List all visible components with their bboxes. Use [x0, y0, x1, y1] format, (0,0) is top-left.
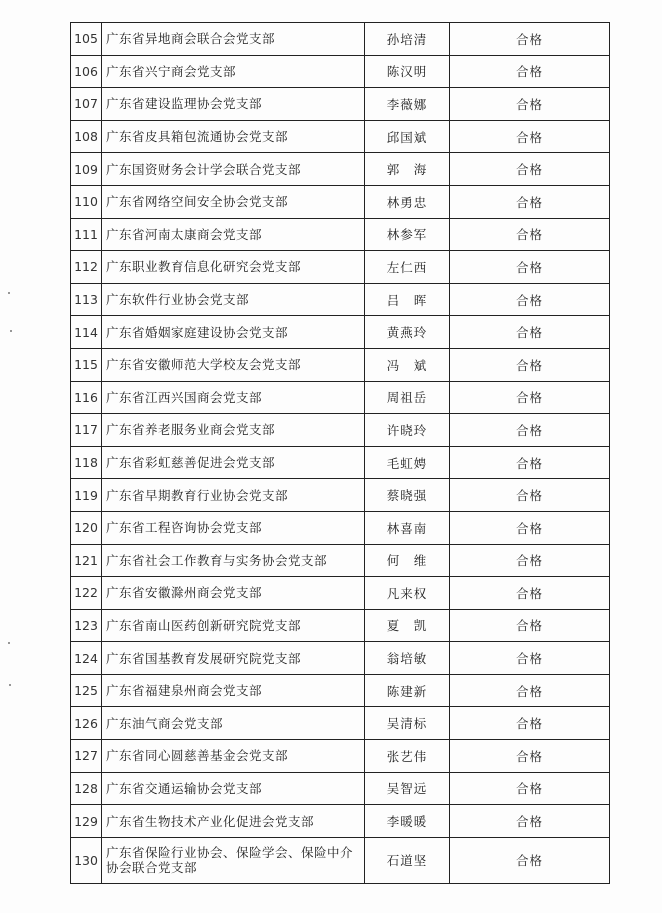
- table-row: [71, 511, 610, 544]
- table-row: [71, 772, 610, 805]
- organization-name: 广东省江西兴国商会党支部: [102, 381, 365, 414]
- organization-name: 广东省安徽师范大学校友会党支部: [102, 348, 365, 381]
- leader-name: 冯 斌: [365, 348, 450, 381]
- leader-name: 凡来权: [365, 577, 450, 610]
- row-number: 114: [71, 316, 102, 349]
- row-number: 107: [71, 88, 102, 121]
- organization-name: 广东省南山医药创新研究院党支部: [102, 609, 365, 642]
- table-row: [71, 23, 610, 56]
- organization-name: 广东省生物技术产业化促进会党支部: [102, 805, 365, 838]
- assessment-result: 合格: [450, 185, 610, 218]
- organization-name: 广东省彩虹慈善促进会党支部: [102, 446, 365, 479]
- table-row: [71, 55, 610, 88]
- table-row: [71, 837, 610, 883]
- assessment-result: 合格: [450, 55, 610, 88]
- row-number: 111: [71, 218, 102, 251]
- assessment-result: 合格: [450, 348, 610, 381]
- assessment-result: 合格: [450, 218, 610, 251]
- assessment-result: 合格: [450, 23, 610, 56]
- scan-speck: [10, 330, 12, 332]
- table-row: [71, 674, 610, 707]
- row-number: 124: [71, 642, 102, 675]
- row-number: 123: [71, 609, 102, 642]
- leader-name: 李暖暖: [365, 805, 450, 838]
- assessment-result: 合格: [450, 446, 610, 479]
- row-number: 121: [71, 544, 102, 577]
- organization-name: 广东省皮具箱包流通协会党支部: [102, 120, 365, 153]
- organization-name: 广东省河南太康商会党支部: [102, 218, 365, 251]
- assessment-result: 合格: [450, 479, 610, 512]
- leader-name: 林勇忠: [365, 185, 450, 218]
- table-row: [71, 120, 610, 153]
- leader-name: 陈建新: [365, 674, 450, 707]
- table-row: [71, 218, 610, 251]
- table-row: [71, 577, 610, 610]
- leader-name: 李薇娜: [365, 88, 450, 121]
- leader-name: 邱国斌: [365, 120, 450, 153]
- row-number: 126: [71, 707, 102, 740]
- assessment-result: 合格: [450, 511, 610, 544]
- row-number: 130: [71, 837, 102, 883]
- assessment-result: 合格: [450, 740, 610, 773]
- table-row: [71, 348, 610, 381]
- leader-name: 夏 凯: [365, 609, 450, 642]
- leader-name: 吴智远: [365, 772, 450, 805]
- table-row: [71, 805, 610, 838]
- leader-name: 孙培清: [365, 23, 450, 56]
- organization-name: 广东省养老服务业商会党支部: [102, 414, 365, 447]
- assessment-result: 合格: [450, 805, 610, 838]
- assessment-result: 合格: [450, 544, 610, 577]
- assessment-result: 合格: [450, 674, 610, 707]
- table-row: [71, 283, 610, 316]
- table-row: [71, 544, 610, 577]
- leader-name: 周祖岳: [365, 381, 450, 414]
- leader-name: 陈汉明: [365, 55, 450, 88]
- row-number: 115: [71, 348, 102, 381]
- organization-name: 广东省异地商会联合会党支部: [102, 23, 365, 56]
- table-row: [71, 740, 610, 773]
- row-number: 122: [71, 577, 102, 610]
- leader-name: 张艺伟: [365, 740, 450, 773]
- row-number: 129: [71, 805, 102, 838]
- table-row: [71, 479, 610, 512]
- scan-speck: [8, 642, 10, 644]
- row-number: 109: [71, 153, 102, 186]
- row-number: 113: [71, 283, 102, 316]
- table-row: [71, 153, 610, 186]
- organization-name: 广东省工程咨询协会党支部: [102, 511, 365, 544]
- assessment-result: 合格: [450, 153, 610, 186]
- row-number: 119: [71, 479, 102, 512]
- organization-name: 广东国资财务会计学会联合党支部: [102, 153, 365, 186]
- row-number: 106: [71, 55, 102, 88]
- organization-name: 广东省安徽滁州商会党支部: [102, 577, 365, 610]
- leader-name: 翁培敏: [365, 642, 450, 675]
- row-number: 125: [71, 674, 102, 707]
- organization-name: 广东省同心圆慈善基金会党支部: [102, 740, 365, 773]
- organization-name: 广东省网络空间安全协会党支部: [102, 185, 365, 218]
- assessment-result: 合格: [450, 88, 610, 121]
- row-number: 105: [71, 23, 102, 56]
- assessment-result: 合格: [450, 251, 610, 284]
- table-row: [71, 414, 610, 447]
- table-row: [71, 707, 610, 740]
- leader-name: 林参军: [365, 218, 450, 251]
- assessment-result: 合格: [450, 837, 610, 883]
- table-row: [71, 381, 610, 414]
- organization-name: 广东软件行业协会党支部: [102, 283, 365, 316]
- organization-name: 广东省保险行业协会、保险学会、保险中介协会联合党支部: [102, 837, 365, 883]
- row-number: 120: [71, 511, 102, 544]
- row-number: 108: [71, 120, 102, 153]
- row-number: 117: [71, 414, 102, 447]
- table-row: [71, 316, 610, 349]
- table-row: [71, 446, 610, 479]
- row-number: 127: [71, 740, 102, 773]
- leader-name: 何 维: [365, 544, 450, 577]
- assessment-result: 合格: [450, 316, 610, 349]
- assessment-result: 合格: [450, 381, 610, 414]
- table-row: [71, 642, 610, 675]
- assessment-result: 合格: [450, 120, 610, 153]
- organization-name: 广东省兴宁商会党支部: [102, 55, 365, 88]
- scan-speck: [8, 292, 10, 294]
- leader-name: 许晓玲: [365, 414, 450, 447]
- row-number: 116: [71, 381, 102, 414]
- roster-body: [71, 23, 610, 884]
- table-row: [71, 251, 610, 284]
- leader-name: 吴清标: [365, 707, 450, 740]
- assessment-result: 合格: [450, 707, 610, 740]
- assessment-result: 合格: [450, 283, 610, 316]
- leader-name: 黄燕玲: [365, 316, 450, 349]
- organization-name: 广东省早期教育行业协会党支部: [102, 479, 365, 512]
- organization-name: 广东省建设监理协会党支部: [102, 88, 365, 121]
- row-number: 110: [71, 185, 102, 218]
- assessment-result: 合格: [450, 609, 610, 642]
- leader-name: 吕 晖: [365, 283, 450, 316]
- leader-name: 左仁西: [365, 251, 450, 284]
- leader-name: 毛虹娉: [365, 446, 450, 479]
- assessment-result: 合格: [450, 414, 610, 447]
- table-row: [71, 609, 610, 642]
- roster-table: [70, 22, 610, 884]
- organization-name: 广东省国基教育发展研究院党支部: [102, 642, 365, 675]
- scan-speck: [9, 684, 11, 686]
- organization-name: 广东省婚姻家庭建设协会党支部: [102, 316, 365, 349]
- row-number: 112: [71, 251, 102, 284]
- organization-name: 广东油气商会党支部: [102, 707, 365, 740]
- organization-name: 广东省福建泉州商会党支部: [102, 674, 365, 707]
- assessment-result: 合格: [450, 642, 610, 675]
- leader-name: 林喜南: [365, 511, 450, 544]
- leader-name: 郭 海: [365, 153, 450, 186]
- leader-name: 蔡晓强: [365, 479, 450, 512]
- table-row: [71, 88, 610, 121]
- assessment-result: 合格: [450, 577, 610, 610]
- organization-name: 广东省交通运输协会党支部: [102, 772, 365, 805]
- organization-name: 广东职业教育信息化研究会党支部: [102, 251, 365, 284]
- row-number: 118: [71, 446, 102, 479]
- organization-name: 广东省社会工作教育与实务协会党支部: [102, 544, 365, 577]
- assessment-result: 合格: [450, 772, 610, 805]
- leader-name: 石道坚: [365, 837, 450, 883]
- row-number: 128: [71, 772, 102, 805]
- table-row: [71, 185, 610, 218]
